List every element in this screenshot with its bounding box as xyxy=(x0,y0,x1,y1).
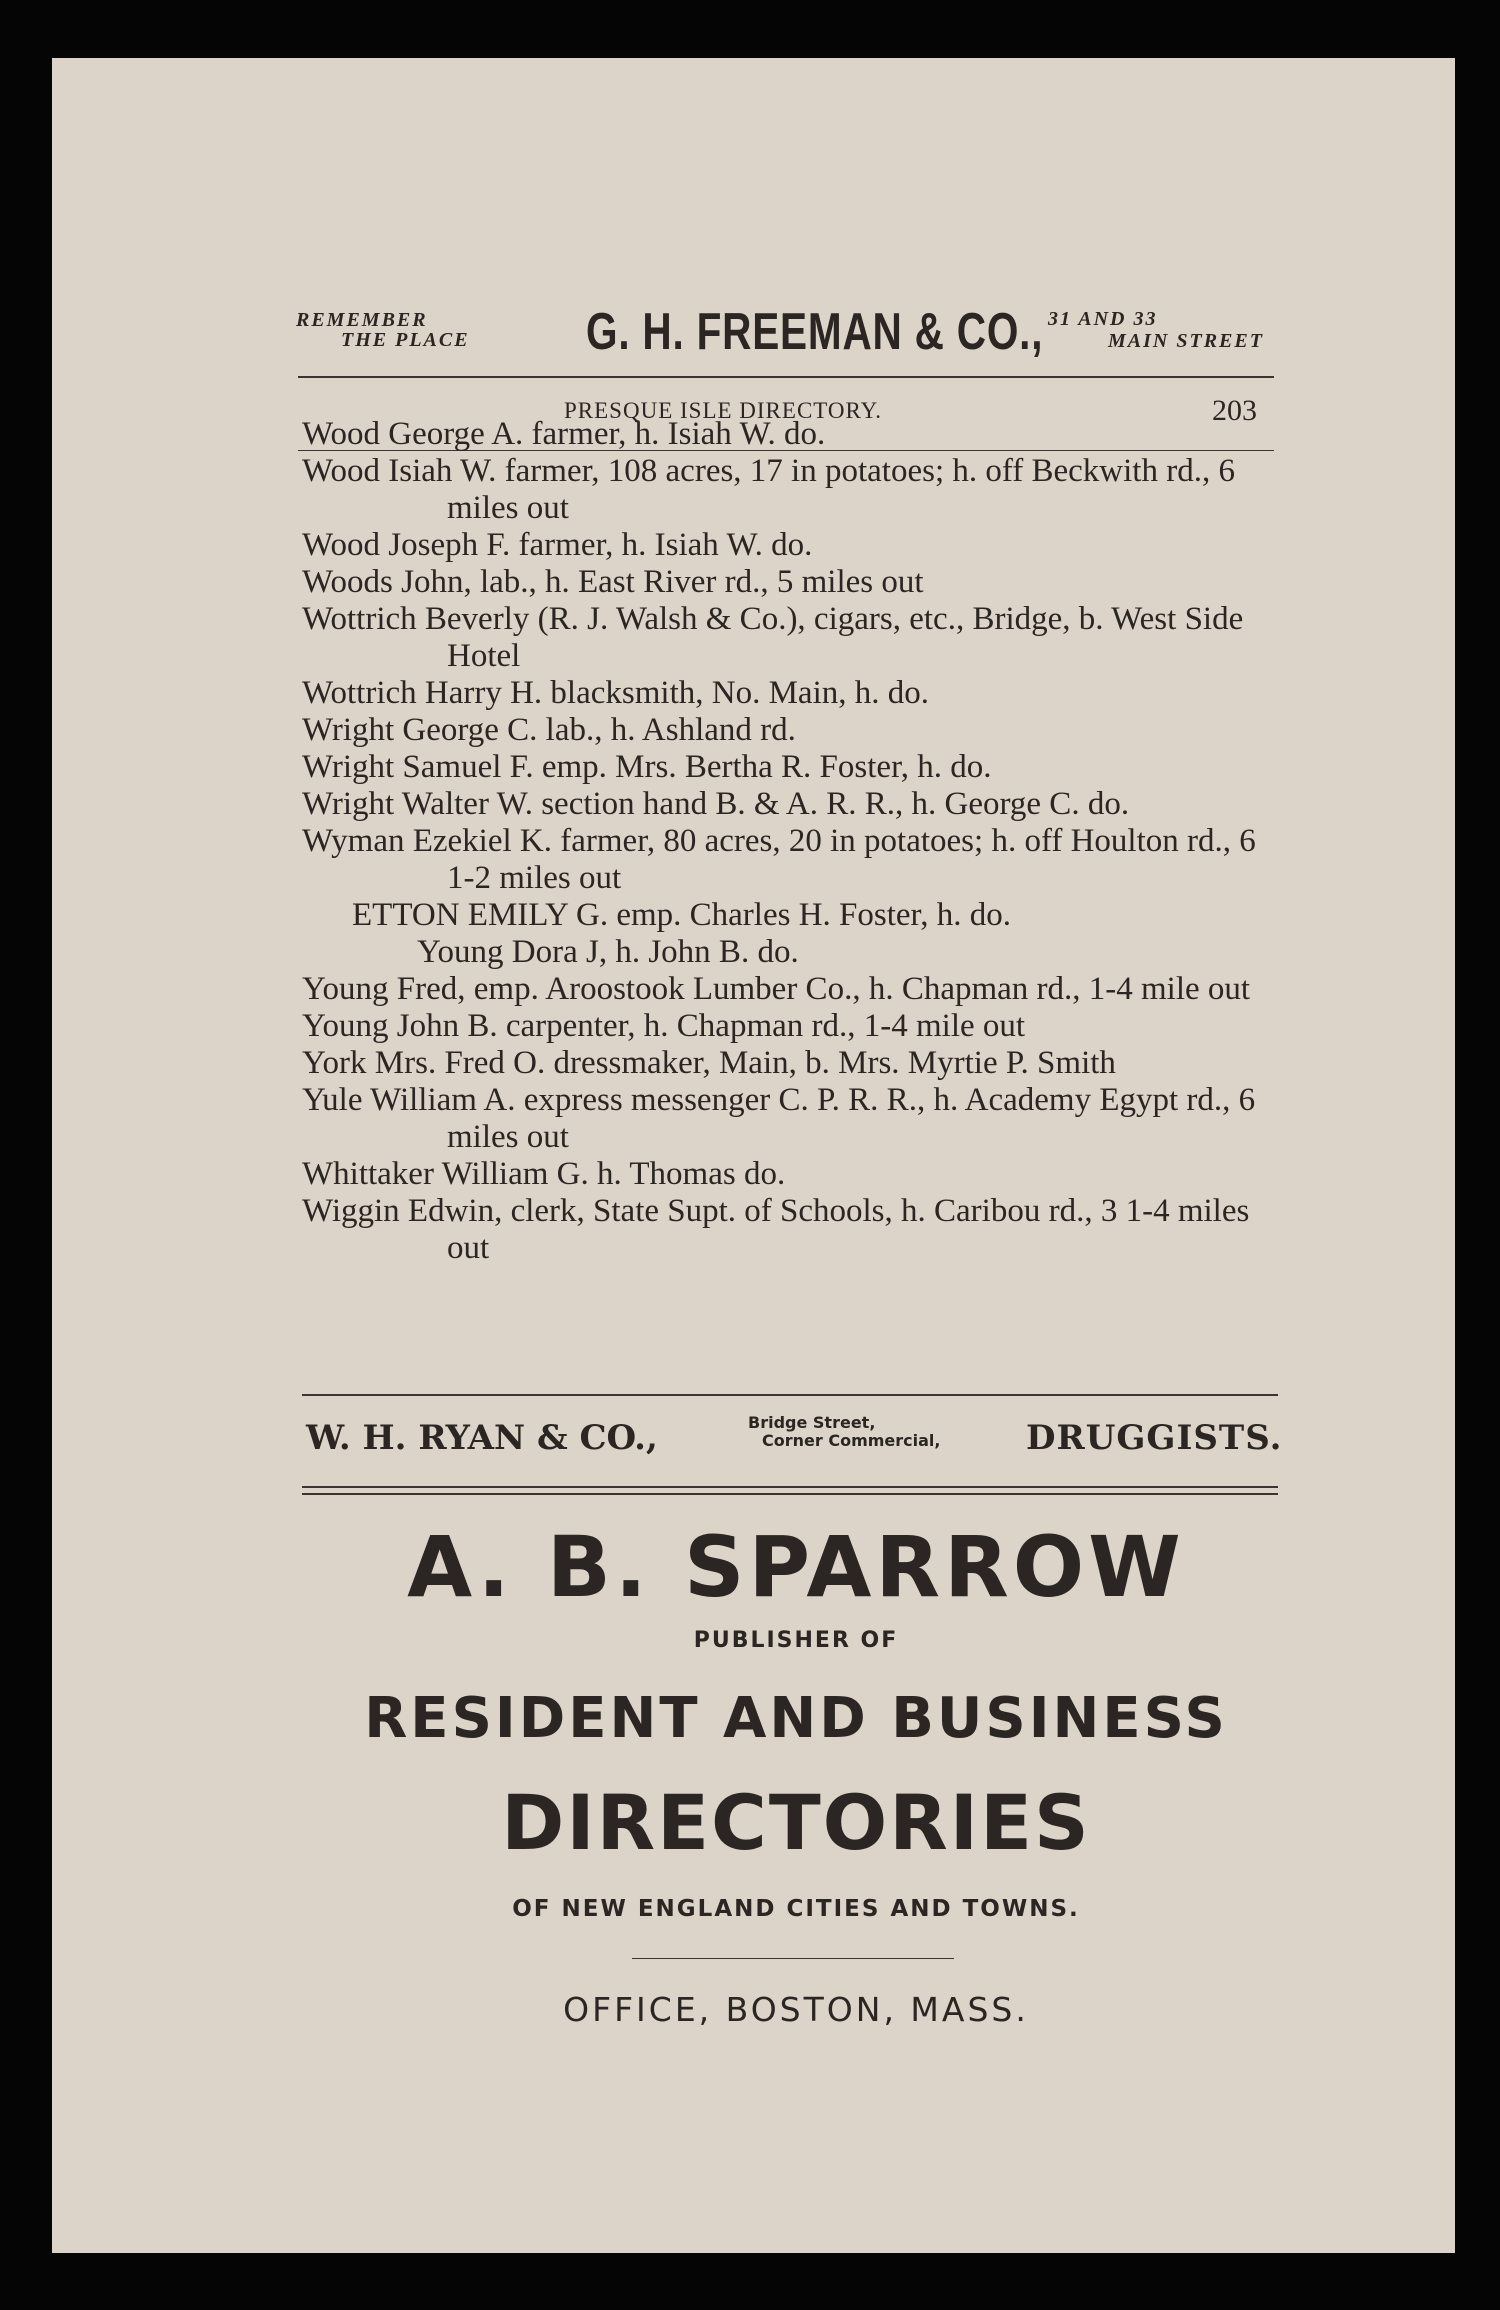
directory-entry: Wottrich Beverly (R. J. Walsh & Co.), cigars, etc., Bridge, b. West Side Hotel xyxy=(302,601,1244,674)
directory-entry: Wiggin Edwin, clerk, State Supt. of Schools, h. Caribou rd., 3 1-4 miles out xyxy=(302,1193,1250,1266)
slogan-line-2: THE PLACE xyxy=(341,329,470,351)
ad-rule-top xyxy=(302,1486,1278,1488)
page-number: 203 xyxy=(1212,394,1257,427)
directory-entry: Wood George A. farmer, h. Isiah W. do. xyxy=(302,416,826,452)
address-line-1: 31 AND 33 xyxy=(1048,308,1158,330)
running-head-title: PRESQUE ISLE DIRECTORY. xyxy=(564,398,883,423)
sparrow-line-directories: DIRECTORIES xyxy=(501,1778,1091,1867)
directory-entry: Young Fred, emp. Aroostook Lumber Co., h. Chapman rd., 1-4 mile out xyxy=(302,971,1251,1007)
directory-entry: Wottrich Harry H. blacksmith, No. Main, h. do. xyxy=(302,675,929,711)
ryan-address-line-2: Corner Commercial, xyxy=(762,1431,941,1450)
directory-entries xyxy=(302,416,1282,1267)
header-address xyxy=(1048,308,1264,352)
ryan-druggists-advert xyxy=(306,1406,1286,1466)
ryan-address-line-1: Bridge Street, xyxy=(748,1413,876,1432)
ryan-name: W. H. RYAN & CO., xyxy=(306,1418,658,1458)
header-left-slogan xyxy=(296,310,470,350)
ryan-trade: DRUGGISTS. xyxy=(1026,1418,1283,1458)
directory-page xyxy=(52,58,1455,2253)
directory-entry: Woods John, lab., h. East River rd., 5 miles out xyxy=(302,564,924,600)
ad-rule-bottom xyxy=(302,1493,1278,1495)
ryan-address xyxy=(748,1414,940,1450)
address-line-2: MAIN STREET xyxy=(1108,330,1264,352)
directory-entry: Wright George C. lab., h. Ashland rd. xyxy=(302,712,796,748)
directory-entry: York Mrs. Fred O. dressmaker, Main, b. Mrs. Myrtie P. Smith xyxy=(302,1045,1116,1081)
directory-entry: Young John B. carpenter, h. Chapman rd., 1-4 mile out xyxy=(302,1008,1026,1044)
header-rule xyxy=(298,376,1274,378)
directory-entry: Yule William A. express messenger C. P. R. R., h. Academy Egypt rd., 6 miles out xyxy=(302,1082,1256,1155)
directory-entry: Wright Walter W. section hand B. & A. R. R., h. George C. do. xyxy=(302,786,1130,822)
directory-entry: ETTON EMILY G. emp. Charles H. Foster, h. do. xyxy=(352,897,1011,933)
sparrow-divider xyxy=(632,1958,954,1959)
sparrow-line-resident-business: RESIDENT AND BUSINESS xyxy=(364,1686,1228,1751)
slogan-line-1: REMEMBER xyxy=(296,309,428,331)
sparrow-name: A. B. SPARROW xyxy=(407,1518,1185,1616)
sparrow-publisher-of: PUBLISHER OF xyxy=(693,1628,899,1653)
sparrow-office: OFFICE, BOSTON, MASS. xyxy=(563,1990,1029,2029)
directory-entry: Young Dora J, h. John B. do. xyxy=(417,934,799,970)
directory-entry: Whittaker William G. h. Thomas do. xyxy=(302,1156,786,1192)
directory-entry: Wyman Ezekiel K. farmer, 80 acres, 20 in potatoes; h. off Houlton rd., 6 1-2 miles out xyxy=(302,823,1256,896)
entries-end-rule xyxy=(302,1394,1278,1396)
directory-entry: Wood Isiah W. farmer, 108 acres, 17 in potatoes; h. off Beckwith rd., 6 miles out xyxy=(302,453,1235,526)
page-header-advert xyxy=(296,258,1276,361)
sparrow-line-new-england: OF NEW ENGLAND CITIES AND TOWNS. xyxy=(512,1896,1080,1922)
directory-entry: Wood Joseph F. farmer, h. Isiah W. do. xyxy=(302,527,813,563)
header-firm-name: G. H. FREEMAN & CO., xyxy=(586,303,1044,361)
directory-entry: Wright Samuel F. emp. Mrs. Bertha R. Foster, h. do. xyxy=(302,749,992,785)
